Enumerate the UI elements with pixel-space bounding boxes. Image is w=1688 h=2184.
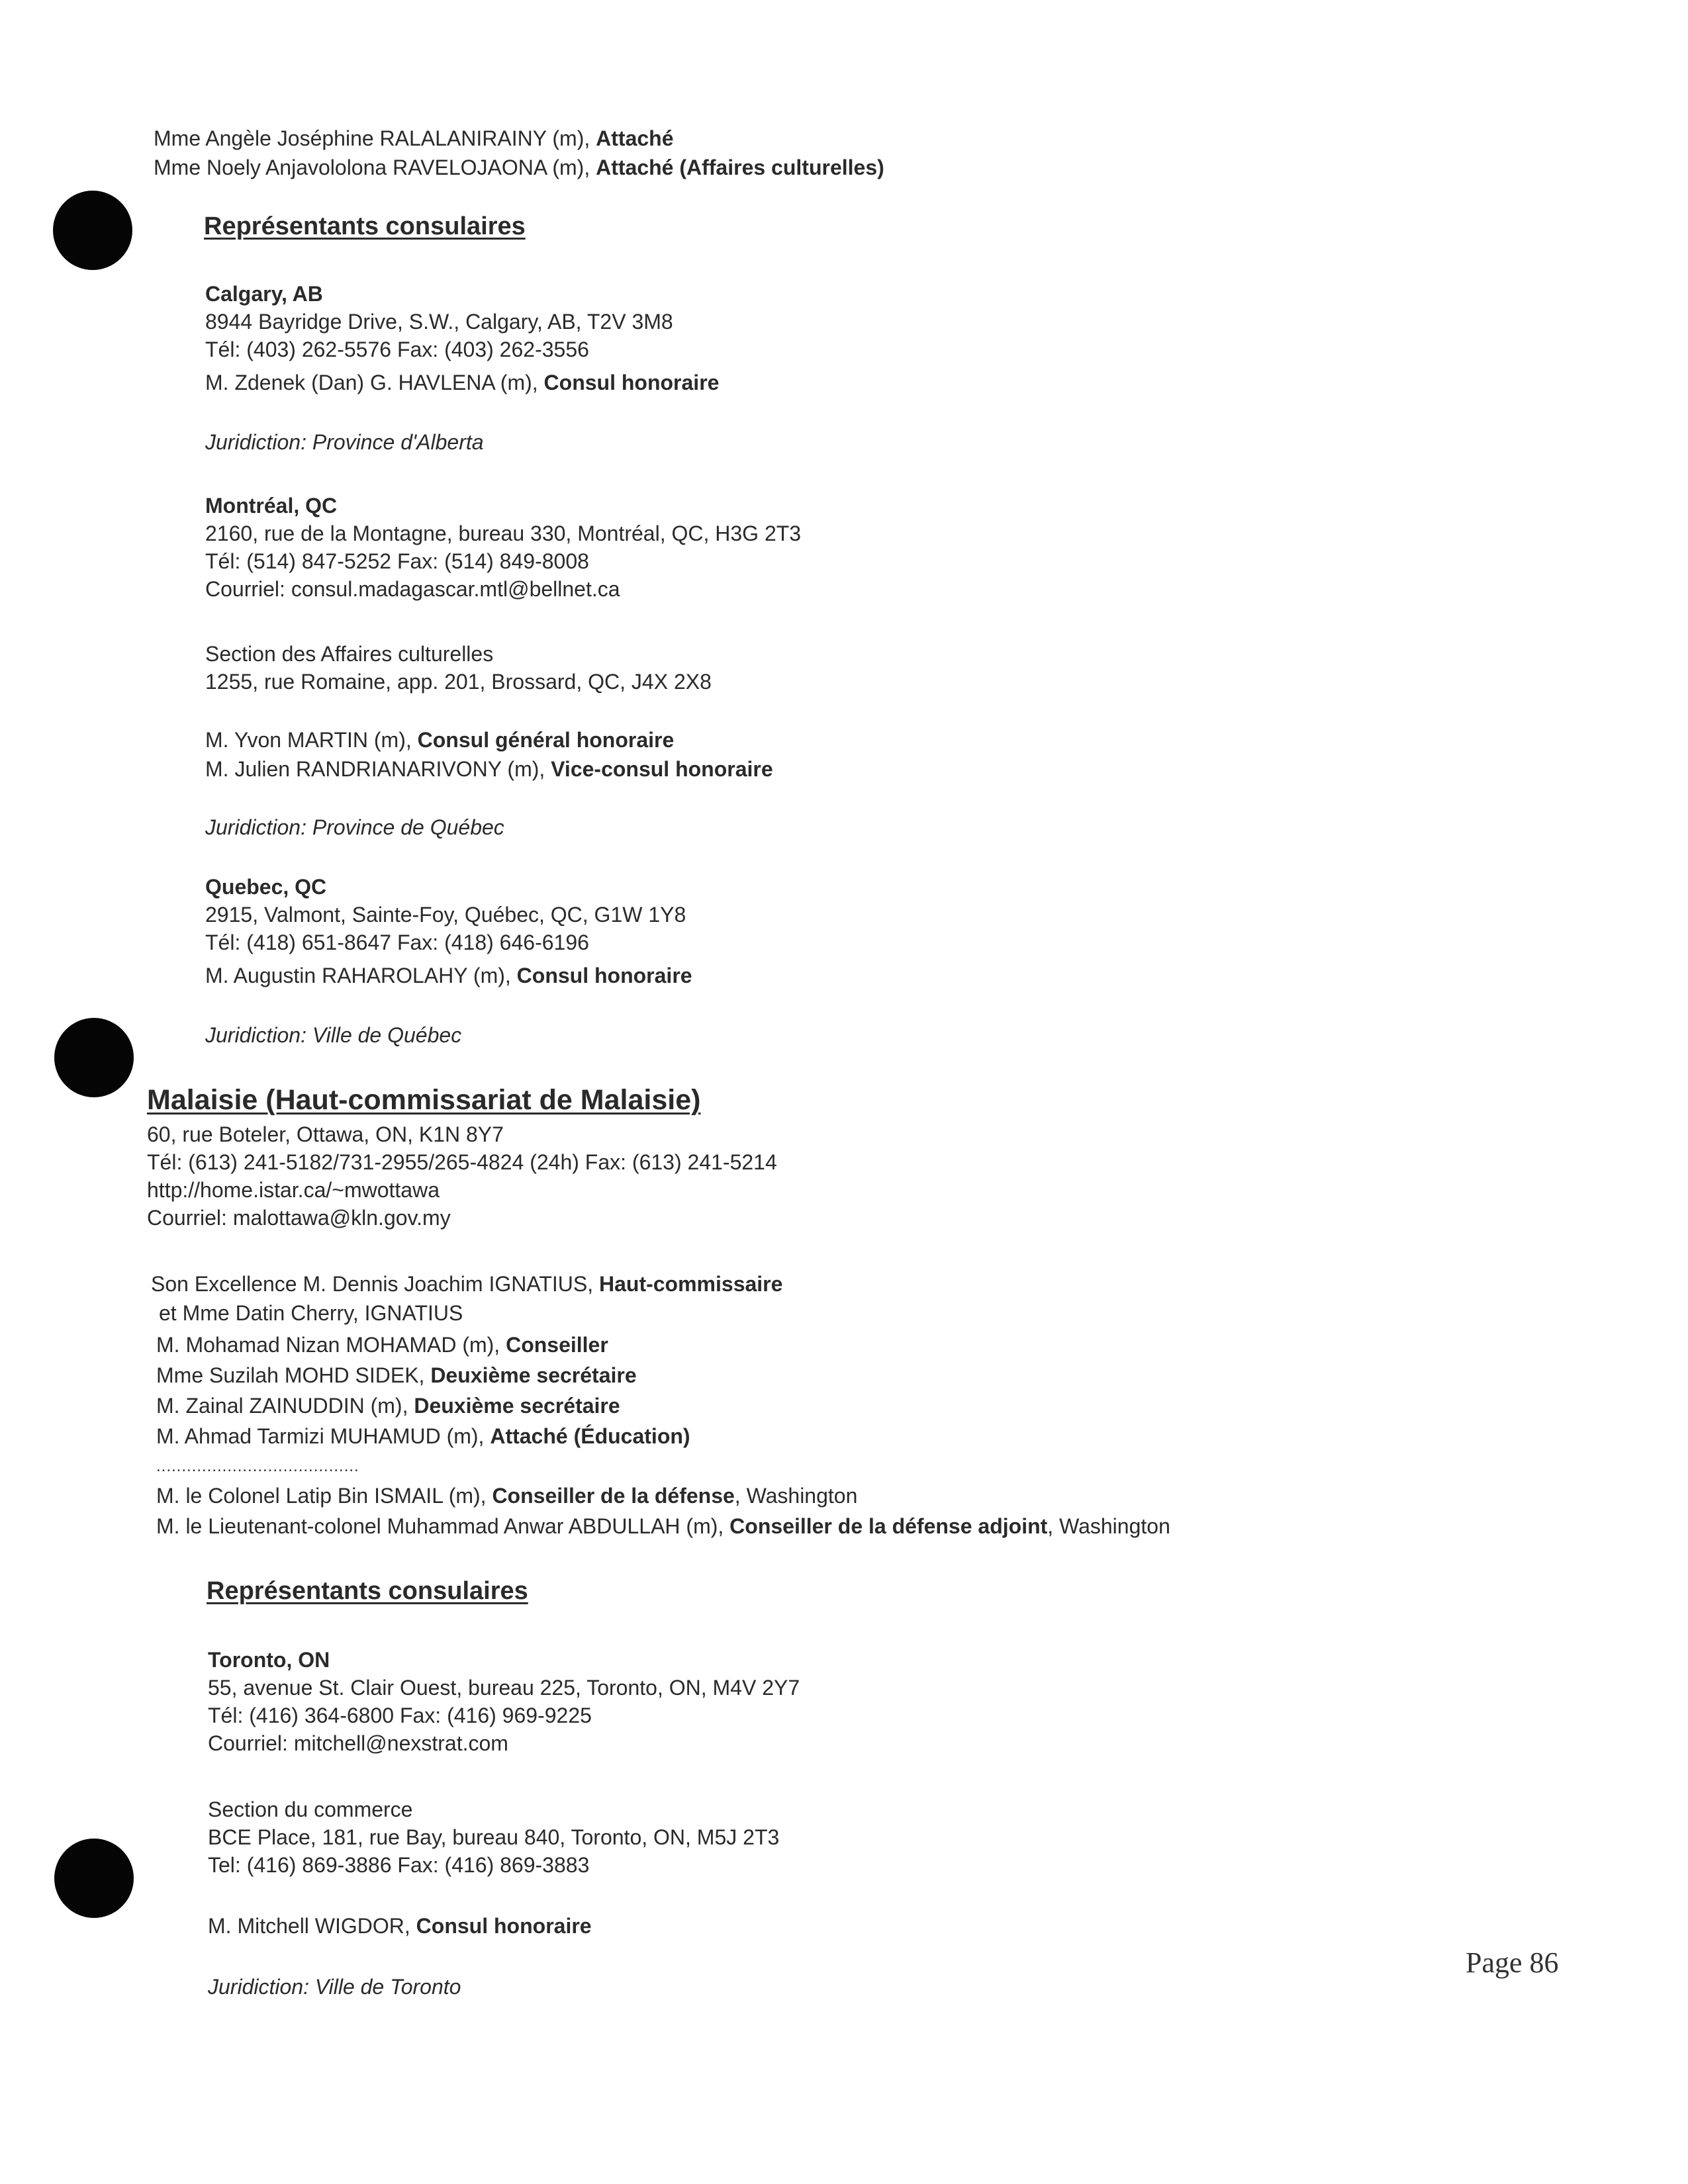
rep-name: M. Zdenek (Dan) G. HAVLENA (m),: [205, 371, 544, 394]
jurisdiction: Juridiction: Province d'Alberta: [205, 430, 484, 454]
office-phone: Tél: (403) 262-5576 Fax: (403) 262-3556: [205, 338, 589, 361]
staff-name: Mme Noely Anjavololona RAVELOJAONA (m),: [154, 156, 596, 179]
rep-name: M. Augustin RAHAROLAHY (m),: [205, 964, 517, 987]
office-phone: Tél: (418) 651-8647 Fax: (418) 646-6196: [205, 931, 589, 954]
staff-title: Deuxième secrétaire: [430, 1363, 637, 1387]
defense-line: [156, 1482, 857, 1509]
defense-location: , Washington: [1047, 1514, 1170, 1538]
section-address: 1255, rue Romaine, app. 201, Brossard, QC, J4X 2X8: [205, 670, 712, 694]
defense-title: Conseiller de la défense adjoint: [729, 1514, 1048, 1538]
rep-line: [205, 727, 674, 753]
office-address: 2160, rue de la Montagne, bureau 330, Montréal, QC, H3G 2T3: [205, 522, 802, 545]
office-phone: Tél: (416) 364-6800 Fax: (416) 969-9225: [208, 1704, 592, 1727]
section-name: Section des Affaires culturelles: [205, 642, 494, 666]
staff-title: Deuxième secrétaire: [414, 1394, 620, 1418]
section-name: Section du commerce: [208, 1797, 413, 1821]
punch-hole-top: [53, 191, 132, 270]
section-heading-consular: Représentants consulaires: [207, 1577, 528, 1605]
mission-address: 60, rue Boteler, Ottawa, ON, K1N 8Y7: [147, 1122, 504, 1146]
head-title: Haut-commissaire: [598, 1272, 783, 1296]
office-city: Quebec, QC: [205, 875, 327, 899]
rep-name: M. Yvon MARTIN (m),: [205, 728, 418, 752]
office-city: Toronto, ON: [208, 1648, 330, 1672]
defense-name: M. le Lieutenant-colonel Muhammad Anwar ABDULLAH (m),: [156, 1514, 730, 1538]
office-city: Calgary, AB: [205, 282, 323, 306]
staff-title: Attaché (Affaires culturelles): [596, 156, 884, 179]
head-of-mission: [151, 1271, 782, 1297]
rep-title: Consul honoraire: [543, 371, 720, 394]
office-address: 55, avenue St. Clair Ouest, bureau 225, Toronto, ON, M4V 2Y7: [208, 1676, 800, 1700]
rep-line: [205, 756, 773, 782]
rep-name: M. Julien RANDRIANARIVONY (m),: [205, 757, 551, 781]
staff-line: [156, 1423, 690, 1449]
office-address: 2915, Valmont, Sainte-Foy, Québec, QC, G1W 1Y8: [205, 903, 686, 927]
jurisdiction: Juridiction: Province de Québec: [205, 815, 504, 839]
rep-title: Consul honoraire: [516, 964, 692, 987]
rep-title: Vice-consul honoraire: [551, 757, 773, 781]
rep-title: Consul général honoraire: [417, 728, 675, 752]
mission-email: Courriel: malottawa@kln.gov.my: [147, 1206, 451, 1230]
defense-line: [156, 1513, 1170, 1539]
section-phone: Tel: (416) 869-3886 Fax: (416) 869-3883: [208, 1853, 590, 1877]
section-address: BCE Place, 181, rue Bay, bureau 840, Toronto, ON, M5J 2T3: [208, 1825, 780, 1849]
staff-name: M. Zainal ZAINUDDIN (m),: [156, 1394, 414, 1418]
section-heading-consular: Représentants consulaires: [204, 212, 526, 240]
staff-line: [156, 1362, 637, 1388]
staff-name: M. Mohamad Nizan MOHAMAD (m),: [156, 1333, 506, 1357]
staff-title: Attaché (Éducation): [490, 1424, 690, 1448]
staff-line: [156, 1392, 620, 1419]
staff-title: Conseiller: [506, 1333, 608, 1357]
dotted-separator: ........................................: [156, 1457, 359, 1475]
office-city: Montréal, QC: [205, 494, 338, 518]
staff-name: M. Ahmad Tarmizi MUHAMUD (m),: [156, 1424, 491, 1448]
rep-title: Consul honoraire: [416, 1914, 592, 1938]
jurisdiction: Juridiction: Ville de Québec: [205, 1023, 462, 1047]
rep-name: M. Mitchell WIGDOR,: [208, 1914, 416, 1938]
head-spouse: et Mme Datin Cherry, IGNATIUS: [159, 1301, 463, 1325]
defense-name: M. le Colonel Latip Bin ISMAIL (m),: [156, 1484, 492, 1508]
punch-hole-bottom: [54, 1839, 134, 1918]
office-phone: Tél: (514) 847-5252 Fax: (514) 849-8008: [205, 549, 589, 573]
jurisdiction: Juridiction: Ville de Toronto: [208, 1975, 461, 1999]
rep-line: [205, 962, 692, 989]
mission-url: http://home.istar.ca/~mwottawa: [147, 1178, 440, 1202]
office-email: Courriel: consul.madagascar.mtl@bellnet.ca: [205, 577, 620, 601]
defense-title: Conseiller de la défense: [492, 1484, 735, 1508]
page-number: Page 86: [1466, 1946, 1559, 1979]
defense-location: , Washington: [734, 1484, 858, 1508]
staff-title: Attaché: [596, 126, 674, 150]
rep-line: [208, 1913, 592, 1939]
head-name: Son Excellence M. Dennis Joachim IGNATIUS,: [151, 1272, 599, 1296]
staff-line: [154, 154, 884, 181]
staff-name: Mme Angèle Joséphine RALALANIRAINY (m),: [154, 126, 596, 150]
punch-hole-middle: [54, 1018, 134, 1097]
office-email: Courriel: mitchell@nexstrat.com: [208, 1731, 508, 1755]
mission-phone: Tél: (613) 241-5182/731-2955/265-4824 (24h) Fax: (613) 241-5214: [147, 1150, 777, 1174]
office-address: 8944 Bayridge Drive, S.W., Calgary, AB, T2V 3M8: [205, 310, 673, 334]
staff-line: [156, 1332, 608, 1358]
country-title: Malaisie (Haut-commissariat de Malaisie): [147, 1084, 701, 1116]
staff-name: Mme Suzilah MOHD SIDEK,: [156, 1363, 431, 1387]
rep-line: [205, 369, 719, 396]
staff-line: [154, 125, 674, 152]
